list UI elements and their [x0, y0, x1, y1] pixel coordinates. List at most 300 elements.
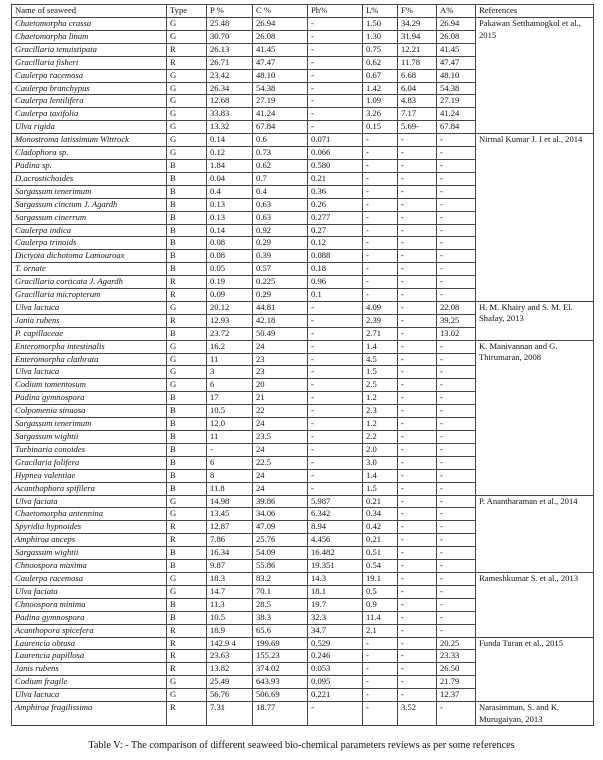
cell-fibre: -: [398, 469, 437, 482]
cell-name: Chaetomorpha linum: [12, 30, 167, 43]
cell-reference: Funda Turan et al., 2015: [476, 637, 594, 702]
cell-lipid: -: [363, 224, 398, 237]
table-row: [12, 572, 594, 585]
cell-carbohydrate: 41.45: [253, 43, 308, 56]
cell-name: Sargassum cinerrum: [12, 211, 167, 224]
cell-lipid: -: [363, 159, 398, 172]
cell-carbohydrate: 24: [253, 418, 308, 431]
cell-name: Dictyota dichotoma Lamouroax: [12, 250, 167, 263]
cell-protein: 10.5: [207, 405, 253, 418]
cell-phenol: 0.18: [308, 263, 363, 276]
cell-fibre: 34.29: [398, 18, 437, 31]
cell-ash: 20.25: [437, 637, 476, 650]
cell-type: G: [167, 495, 207, 508]
cell-name: Caulerpa racemosa: [12, 69, 167, 82]
cell-lipid: 0.67: [363, 69, 398, 82]
cell-name: Acanthophora spifilera: [12, 482, 167, 495]
cell-protein: 13.45: [207, 508, 253, 521]
cell-lipid: 1.42: [363, 82, 398, 95]
table-container: [11, 4, 593, 726]
cell-protein: 13.32: [207, 121, 253, 134]
cell-protein: 12.68: [207, 95, 253, 108]
cell-carbohydrate: 155.23: [253, 650, 308, 663]
cell-phenol: -: [308, 69, 363, 82]
cell-protein: 17: [207, 392, 253, 405]
cell-type: R: [167, 289, 207, 302]
cell-name: Ulva lactuca: [12, 689, 167, 702]
cell-phenol: 0.221: [308, 689, 363, 702]
table-row: [12, 134, 594, 147]
cell-name: Gracillaria fisheri: [12, 56, 167, 69]
cell-fibre: 12.21: [398, 43, 437, 56]
cell-ash: -: [437, 482, 476, 495]
cell-type: G: [167, 95, 207, 108]
cell-phenol: 6.342: [308, 508, 363, 521]
cell-lipid: 0.75: [363, 43, 398, 56]
cell-name: Amphiroa fragilissima: [12, 702, 167, 726]
cell-protein: 23.63: [207, 650, 253, 663]
cell-type: R: [167, 534, 207, 547]
cell-fibre: -: [398, 637, 437, 650]
cell-fibre: 6.68: [398, 69, 437, 82]
cell-ash: 47.47: [437, 56, 476, 69]
cell-fibre: -: [398, 482, 437, 495]
cell-carbohydrate: 54.09: [253, 547, 308, 560]
cell-phenol: 0.27: [308, 224, 363, 237]
cell-phenol: 0.095: [308, 676, 363, 689]
cell-lipid: -: [363, 147, 398, 160]
cell-fibre: -: [398, 147, 437, 160]
cell-lipid: 1.2: [363, 392, 398, 405]
cell-name: Caulerpa trinoids: [12, 237, 167, 250]
cell-protein: 0.09: [207, 289, 253, 302]
cell-phenol: 8.94: [308, 521, 363, 534]
cell-ash: -: [437, 237, 476, 250]
cell-phenol: -: [308, 56, 363, 69]
cell-protein: 7.31: [207, 702, 253, 726]
cell-protein: 7.86: [207, 534, 253, 547]
cell-ash: 12.37: [437, 689, 476, 702]
cell-fibre: -: [398, 611, 437, 624]
cell-fibre: -: [398, 585, 437, 598]
cell-protein: 11: [207, 353, 253, 366]
cell-phenol: -: [308, 121, 363, 134]
cell-phenol: -: [308, 95, 363, 108]
cell-lipid: 3.26: [363, 108, 398, 121]
cell-carbohydrate: 0.62: [253, 159, 308, 172]
cell-carbohydrate: 55.86: [253, 560, 308, 573]
cell-carbohydrate: 199.69: [253, 637, 308, 650]
cell-lipid: 0.9: [363, 598, 398, 611]
cell-carbohydrate: 65.6: [253, 624, 308, 637]
cell-lipid: 0.15: [363, 121, 398, 134]
cell-ash: 26.08: [437, 30, 476, 43]
cell-ash: -: [437, 159, 476, 172]
cell-phenol: -: [308, 340, 363, 353]
cell-ash: -: [437, 263, 476, 276]
cell-type: R: [167, 637, 207, 650]
cell-name: Codium tomentosum: [12, 379, 167, 392]
cell-phenol: -: [308, 702, 363, 726]
cell-protein: 0.04: [207, 172, 253, 185]
cell-phenol: 34.7: [308, 624, 363, 637]
cell-type: B: [167, 443, 207, 456]
cell-phenol: -: [308, 482, 363, 495]
cell-carbohydrate: 27.19: [253, 95, 308, 108]
cell-reference: P. Anantharaman et al., 2014: [476, 495, 594, 572]
cell-phenol: 0.246: [308, 650, 363, 663]
cell-fibre: -: [398, 689, 437, 702]
cell-lipid: -: [363, 134, 398, 147]
cell-ash: 39.25: [437, 314, 476, 327]
cell-phenol: 0.066: [308, 147, 363, 160]
cell-ash: -: [437, 534, 476, 547]
cell-phenol: 18.1: [308, 585, 363, 598]
header-protein: P %: [207, 5, 253, 18]
cell-lipid: -: [363, 702, 398, 726]
cell-name: Ulva faciata: [12, 585, 167, 598]
cell-reference: Rameshkumar S. et al., 2013: [476, 572, 594, 637]
cell-phenol: 0.1: [308, 289, 363, 302]
cell-protein: 25.49: [207, 676, 253, 689]
cell-protein: 14.7: [207, 585, 253, 598]
cell-type: B: [167, 159, 207, 172]
cell-phenol: 14.3: [308, 572, 363, 585]
cell-carbohydrate: 23: [253, 353, 308, 366]
cell-reference: Nirmal Kumar J. I et al., 2014: [476, 134, 594, 302]
cell-protein: 1.84: [207, 159, 253, 172]
cell-ash: -: [437, 276, 476, 289]
cell-type: G: [167, 121, 207, 134]
cell-lipid: 1.5: [363, 366, 398, 379]
cell-fibre: -: [398, 185, 437, 198]
cell-name: Turbinaria conoides: [12, 443, 167, 456]
cell-ash: -: [437, 147, 476, 160]
cell-lipid: 1.2: [363, 418, 398, 431]
cell-protein: 8: [207, 469, 253, 482]
cell-phenol: 0.12: [308, 237, 363, 250]
cell-carbohydrate: 26.08: [253, 30, 308, 43]
cell-carbohydrate: 24: [253, 443, 308, 456]
cell-carbohydrate: 38.3: [253, 611, 308, 624]
cell-fibre: -: [398, 224, 437, 237]
cell-name: Caulerpa taxifolia: [12, 108, 167, 121]
cell-fibre: -: [398, 211, 437, 224]
cell-lipid: 0.21: [363, 534, 398, 547]
cell-protein: 0.4: [207, 185, 253, 198]
cell-carbohydrate: 39.86: [253, 495, 308, 508]
cell-type: G: [167, 366, 207, 379]
cell-lipid: 0.34: [363, 508, 398, 521]
cell-phenol: -: [308, 43, 363, 56]
cell-lipid: 2.39: [363, 314, 398, 327]
cell-type: G: [167, 676, 207, 689]
cell-type: R: [167, 624, 207, 637]
cell-name: Caulerpa racemosa: [12, 572, 167, 585]
cell-name: Ulva rigida: [12, 121, 167, 134]
cell-ash: -: [437, 185, 476, 198]
cell-name: Caulerpa lentilifera: [12, 95, 167, 108]
header-references: References: [476, 5, 594, 18]
cell-name: Jania rubens: [12, 314, 167, 327]
cell-fibre: -: [398, 405, 437, 418]
cell-type: G: [167, 572, 207, 585]
cell-carbohydrate: 18.77: [253, 702, 308, 726]
cell-phenol: 19.351: [308, 560, 363, 573]
cell-type: B: [167, 456, 207, 469]
cell-ash: -: [437, 456, 476, 469]
cell-carbohydrate: 0.92: [253, 224, 308, 237]
cell-lipid: 0.21: [363, 495, 398, 508]
cell-type: G: [167, 82, 207, 95]
cell-ash: -: [437, 611, 476, 624]
cell-type: G: [167, 108, 207, 121]
cell-protein: 11: [207, 431, 253, 444]
cell-carbohydrate: 25.76: [253, 534, 308, 547]
cell-type: G: [167, 18, 207, 31]
cell-ash: -: [437, 392, 476, 405]
cell-protein: 0.13: [207, 211, 253, 224]
cell-lipid: 1.4: [363, 340, 398, 353]
cell-lipid: -: [363, 276, 398, 289]
cell-name: Caulerpa indica: [12, 224, 167, 237]
cell-type: G: [167, 30, 207, 43]
cell-fibre: -: [398, 276, 437, 289]
cell-ash: -: [437, 418, 476, 431]
cell-name: Padina sp.: [12, 159, 167, 172]
cell-type: B: [167, 211, 207, 224]
cell-carbohydrate: 34.06: [253, 508, 308, 521]
cell-type: B: [167, 263, 207, 276]
cell-fibre: -: [398, 534, 437, 547]
cell-fibre: -: [398, 134, 437, 147]
cell-fibre: -: [398, 624, 437, 637]
cell-protein: 0.14: [207, 224, 253, 237]
cell-phenol: -: [308, 327, 363, 340]
cell-fibre: -: [398, 237, 437, 250]
cell-lipid: 1.50: [363, 18, 398, 31]
cell-protein: 11.3: [207, 598, 253, 611]
cell-protein: 0.12: [207, 147, 253, 160]
header-lipid: L%: [363, 5, 398, 18]
cell-lipid: 0.42: [363, 521, 398, 534]
cell-lipid: 4.09: [363, 301, 398, 314]
cell-ash: -: [437, 443, 476, 456]
cell-phenol: 0.21: [308, 172, 363, 185]
cell-ash: -: [437, 198, 476, 211]
cell-type: R: [167, 650, 207, 663]
cell-type: G: [167, 508, 207, 521]
cell-fibre: -: [398, 572, 437, 585]
cell-type: B: [167, 172, 207, 185]
cell-carbohydrate: 0.63: [253, 211, 308, 224]
cell-carbohydrate: 24: [253, 482, 308, 495]
cell-carbohydrate: 70.1: [253, 585, 308, 598]
cell-carbohydrate: 21: [253, 392, 308, 405]
cell-carbohydrate: 22.5: [253, 456, 308, 469]
cell-ash: -: [437, 250, 476, 263]
cell-name: P. capillaceae: [12, 327, 167, 340]
cell-fibre: -: [398, 495, 437, 508]
cell-fibre: -: [398, 301, 437, 314]
cell-name: Janis rubens: [12, 663, 167, 676]
cell-type: R: [167, 56, 207, 69]
cell-type: G: [167, 69, 207, 82]
cell-name: Ulva faciata: [12, 495, 167, 508]
cell-fibre: -: [398, 598, 437, 611]
cell-type: R: [167, 702, 207, 726]
cell-reference: H. M. Khairy and S. M. El. Shafay, 2013: [476, 301, 594, 340]
cell-fibre: -: [398, 560, 437, 573]
cell-fibre: -: [398, 340, 437, 353]
cell-phenol: -: [308, 392, 363, 405]
cell-protein: 23.72: [207, 327, 253, 340]
cell-lipid: -: [363, 250, 398, 263]
cell-name: T. ornate: [12, 263, 167, 276]
cell-protein: 6: [207, 456, 253, 469]
cell-name: Ulva lactuca: [12, 301, 167, 314]
cell-ash: 26.50: [437, 663, 476, 676]
cell-fibre: -: [398, 456, 437, 469]
cell-type: B: [167, 392, 207, 405]
cell-name: D.acrostichoides: [12, 172, 167, 185]
cell-phenol: -: [308, 108, 363, 121]
cell-ash: -: [437, 353, 476, 366]
cell-name: Enteromorpha intestinalis: [12, 340, 167, 353]
cell-protein: 18.3: [207, 572, 253, 585]
cell-lipid: 1.09: [363, 95, 398, 108]
cell-phenol: 0.277: [308, 211, 363, 224]
cell-lipid: -: [363, 650, 398, 663]
cell-ash: -: [437, 585, 476, 598]
cell-type: B: [167, 431, 207, 444]
cell-lipid: 11.4: [363, 611, 398, 624]
cell-fibre: 5.69-: [398, 121, 437, 134]
cell-type: R: [167, 276, 207, 289]
cell-ash: -: [437, 340, 476, 353]
cell-type: R: [167, 314, 207, 327]
cell-ash: 22.08: [437, 301, 476, 314]
cell-fibre: -: [398, 521, 437, 534]
cell-protein: 23.42: [207, 69, 253, 82]
cell-ash: -: [437, 211, 476, 224]
cell-ash: -: [437, 521, 476, 534]
table-caption: Table V: - The comparison of different seaweed bio-chemical parameters reviews as per some references: [88, 740, 515, 751]
cell-fibre: -: [398, 314, 437, 327]
cell-carbohydrate: 0.73: [253, 147, 308, 160]
cell-carbohydrate: 54.38: [253, 82, 308, 95]
cell-name: Amphiroa anceps: [12, 534, 167, 547]
cell-lipid: 0.51: [363, 547, 398, 560]
cell-carbohydrate: 83.2: [253, 572, 308, 585]
cell-lipid: 4.5: [363, 353, 398, 366]
seaweed-comparison-table: [11, 4, 594, 726]
cell-ash: -: [437, 224, 476, 237]
cell-name: Chnoospora maxima: [12, 560, 167, 573]
header-fibre: F%: [398, 5, 437, 18]
cell-ash: -: [437, 702, 476, 726]
header-row: [12, 5, 594, 18]
cell-lipid: -: [363, 172, 398, 185]
cell-ash: 23.33: [437, 650, 476, 663]
cell-protein: 3: [207, 366, 253, 379]
table-body: [12, 18, 594, 726]
cell-name: Laurencia papillosa: [12, 650, 167, 663]
cell-protein: 0.05: [207, 263, 253, 276]
cell-type: B: [167, 250, 207, 263]
cell-fibre: -: [398, 508, 437, 521]
table-row: [12, 702, 594, 726]
cell-ash: -: [437, 495, 476, 508]
cell-phenol: -: [308, 30, 363, 43]
cell-protein: 14.98: [207, 495, 253, 508]
cell-name: Laurencia obtusa: [12, 637, 167, 650]
cell-lipid: 2.3: [363, 405, 398, 418]
cell-type: B: [167, 327, 207, 340]
cell-type: B: [167, 224, 207, 237]
cell-ash: -: [437, 560, 476, 573]
cell-phenol: -: [308, 366, 363, 379]
cell-carbohydrate: 0.63: [253, 198, 308, 211]
cell-protein: 33.83: [207, 108, 253, 121]
cell-lipid: -: [363, 211, 398, 224]
cell-fibre: 4.83: [398, 95, 437, 108]
cell-protein: 26.34: [207, 82, 253, 95]
cell-carbohydrate: 22: [253, 405, 308, 418]
cell-name: Spyridia hypnoides: [12, 521, 167, 534]
cell-ash: -: [437, 431, 476, 444]
cell-protein: 11.8: [207, 482, 253, 495]
cell-type: R: [167, 663, 207, 676]
cell-protein: 12.93: [207, 314, 253, 327]
table-row: [12, 301, 594, 314]
cell-ash: 41.24: [437, 108, 476, 121]
cell-phenol: 0.96: [308, 276, 363, 289]
cell-ash: -: [437, 624, 476, 637]
cell-protein: 0.13: [207, 198, 253, 211]
cell-carbohydrate: 0.29: [253, 289, 308, 302]
table-row: [12, 18, 594, 31]
cell-lipid: 2.2: [363, 431, 398, 444]
cell-lipid: -: [363, 198, 398, 211]
cell-protein: 9.87: [207, 560, 253, 573]
cell-name: Gracilaria folifera: [12, 456, 167, 469]
header-ash: A%: [437, 5, 476, 18]
cell-name: Cladophora sp.: [12, 147, 167, 160]
cell-lipid: -: [363, 237, 398, 250]
cell-phenol: -: [308, 314, 363, 327]
cell-protein: 12.0: [207, 418, 253, 431]
cell-name: Sargassum wightii: [12, 547, 167, 560]
cell-carbohydrate: 0.7: [253, 172, 308, 185]
cell-type: B: [167, 418, 207, 431]
cell-fibre: -: [398, 650, 437, 663]
cell-carbohydrate: 20: [253, 379, 308, 392]
cell-carbohydrate: 26.94: [253, 18, 308, 31]
cell-type: B: [167, 560, 207, 573]
cell-fibre: 31.94: [398, 30, 437, 43]
header-name: Name of seaweed: [12, 5, 167, 18]
cell-carbohydrate: 50.49: [253, 327, 308, 340]
cell-name: Sargassum cinctum J. Agardh: [12, 198, 167, 211]
cell-phenol: 0.26: [308, 198, 363, 211]
cell-carbohydrate: 24: [253, 340, 308, 353]
cell-lipid: 1.4: [363, 469, 398, 482]
cell-lipid: -: [363, 289, 398, 302]
cell-lipid: 2.71: [363, 327, 398, 340]
cell-lipid: -: [363, 637, 398, 650]
cell-carbohydrate: 48.10: [253, 69, 308, 82]
